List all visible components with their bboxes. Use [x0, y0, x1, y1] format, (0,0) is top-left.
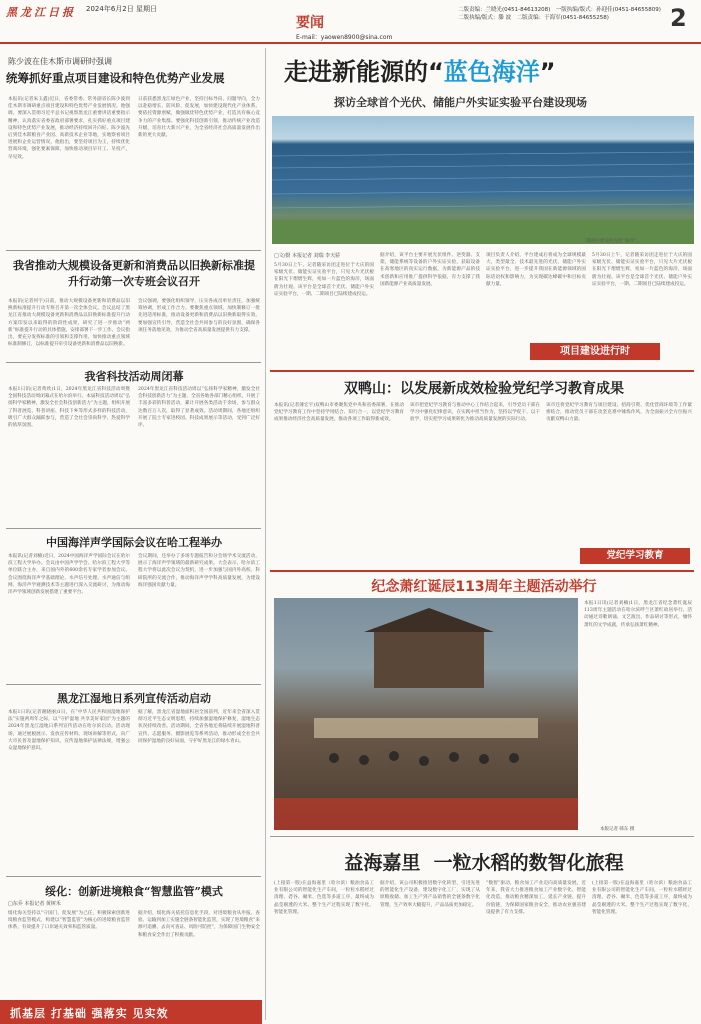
divider: [270, 570, 694, 572]
article-body: 本报讯(记者朱玉鑫)近日，省委常委、常务副省长陈少波到佳木斯市调研重点项目建设和特色优势产业发展情况。他强调，要深入贯彻习近平总书记视察黑龙江重要讲话重要指示精神，认真落实省委省政府部署要求，扎实抓好重点项目建设和特色优势产业发展，推动经济持续回升向好。陈少波先后到佳木斯粮食产业园、高新技术企业等地，实地察看项目进展和企业运营情况。他指出，要坚持项目为王，持续优化营商环境，强化要素保障，加快推动项目早开工、早投产、早见效。: [8, 97, 130, 160]
column-divider: [265, 48, 266, 1020]
article-body: 据了解，黑龙江省湿地面积居全国前列，近年来全省深入贯彻习近平生态文明思想，持续加强湿地保护修复，湿地生态状况持续改善。活动期间，全省各地还将陆续开展湿地科普宣传、志愿服务、摄影展览等系列活动，推动形成全社会共同保护湿地的良好局面，守护好黑龙江的绿水青山。: [138, 710, 260, 744]
article-body: 本报1日讯(记者黄欣)1日，2024年黑龙江省科技活动周暨全国科技活动周闭幕式在哈尔滨举行。本届科技活动周以“弘扬科学家精神，激发全社会科技创新活力”为主题，组织开展了科普展览、科普讲座、科技下乡等形式多样的科技活动，吸引广大群众踊跃参与，营造了全社会崇尚科学、热爱科学的浓厚氛围。: [8, 387, 130, 429]
article-body: 项目负责人介绍，平台建成后将成为全球规模最大、类型最全、技术最先进的光伏、储能户外实证实验平台，进一步提升我国在新能源领域的国际话语权和影响力，为实现碳达峰碳中和目标贡献力量。: [486, 253, 586, 287]
section-tag-discipline: 党纪学习教育: [580, 548, 690, 564]
section-tag-project: 项目建设进行时: [530, 343, 660, 360]
hero-byline: □文/摄 本报记者 刘瑞 李天骄: [274, 253, 341, 259]
article-body: 本报1日讯(记者谢晓丽)1日，在“中华人民共和国湿地保护法”实施两周年之际，以“守护湿地 共享美好家园”为主题的2024年黑龙江湿地日系列宣传活动在哈尔滨启动。活动现场，通过展板展示、发放宣传材料、现场讲解等形式，向广大市民普及湿地保护知识，宣传湿地保护法律法规，增强公众湿地保护意识。: [8, 710, 130, 752]
article-headline: 纪念萧红诞辰113周年主题活动举行: [371, 579, 597, 595]
divider: [6, 876, 261, 877]
article-body: 2024年黑龙江省科技活动周以“弘扬科学家精神，激发全社会科技创新活力”为主题，全省各地各部门精心组织，开展了丰富多彩的科普活动，累计开展各类活动千余场，参与群众达数百万人次，取得了显著成效。活动周期间，各地还组织开展了院士专家进校园、科技成果展示等活动，受到广泛好评。: [138, 387, 260, 429]
commemoration-photo: [274, 598, 578, 830]
hero-headline-pre: 走进新能源的“: [284, 58, 444, 86]
article-body: 本报讯(记者薄宏宇)双鸭山市委聚焦党中央和省委部署，在推动党纪学习教育工作中坚持学用结合、知行合一，以党纪学习教育成果推动经济社会高质量发展，推动各项工作取得新成效。: [274, 403, 404, 423]
article-body: 会议期间，还举办了多场专题报告和分会场学术交流活动，展示了海洋声学领域的最新研究成果。大会表示，哈尔滨工程大学将以此次会议为契机，进一步加强与国内外高校、科研院所的交流合作，推动海洋声学学科高质量发展，为建设海洋强国贡献力量。: [138, 554, 260, 588]
hero-photo: [272, 116, 694, 244]
divider: [270, 370, 694, 372]
ceremony-scene-illustration: [274, 598, 578, 830]
divider: [6, 362, 261, 363]
article-headline: 统筹抓好重点项目建设和特色优势产业发展: [6, 71, 225, 85]
solar-panels-illustration: [272, 116, 694, 244]
article-body: (上接第一版)在益海嘉里（哈尔滨）粮油食品工业有限公司的智能化生产车间，一粒粒水稻经过清理、砻谷、碾米、色选等多道工序，最终成为晶莹剔透的大米。整个生产过程实现了数字化、智能化管理。: [274, 881, 374, 915]
issue-date: 2024年6月2日 星期日: [86, 5, 157, 13]
article-body: 本报讯(记者刘楠)近日，2024中国海洋声学国际会议在哈尔滨工程大学举办。会议由中国声学学会、哈尔滨工程大学等单位联合主办，来自国内外的600余名专家学者参加会议。会议围绕海洋声学基础理论、水声信号处理、水声通信与组网、海洋声学观测技术等主题进行深入交流研讨，为推动海洋声学领域创新发展搭建了重要平台。: [8, 554, 130, 596]
article-body: 5月30日上午，记者随采访团走进位于大庆的国家级光伏、储能实证实验平台，只见大片光伏板在阳光下熠熠生辉，宛如一片蓝色的海洋，场面蔚为壮观。该平台是全球首个光伏、储能户外实证实验平台，一期、二期项目已陆续建成投运。: [592, 253, 692, 287]
editor-info: 二版责编：兰晓光(0451-84613208) 一版执编/版式：孙迎佳(0451-84655809) 二版执编/版式：滕 波 二版责编：于海军(0451-84655258): [458, 7, 667, 21]
divider: [270, 836, 694, 837]
newspaper-title: 黑龙江日报: [6, 6, 76, 19]
article-headline: 黑龙江湿地日系列宣传活动启动: [57, 692, 211, 705]
photo-credit: 本版记者 韩东 摄: [600, 827, 635, 832]
article-body: 绥化海关坚持以“守国门、促发展”为己任，积极探索创新进境粮食监管模式，构建以“智慧监管”为核心的进境粮食监管体系，有效提升了口岸通关效率和监管质量。: [8, 911, 130, 931]
article-body: “数智”驱动，粮食加工产业迈向高质量发展。近年来，我省大力推进粮食加工产业数字化、智能化改造，推动粮食精深加工，延长产业链、提升价值链，为保障国家粮食安全、推动农业强省建设提供了有力支撑。: [486, 881, 586, 915]
hero-headline-post: ”: [539, 58, 556, 86]
page-number: 2: [670, 4, 687, 32]
hero-headline: [284, 52, 684, 87]
article-body: 本报讯(记者何宇)日前，推动大规模设备更新和消费品以旧换新标准提升行动专班召开第一次全体会议。会议总结了黑龙江省推动大规模设备更新和消费品以旧换新标准提升行动方案印发以来取得的阶段性成果，研究了进一步推动“两新”标准提升行动的具体措施，安排部署下一步工作。会议指出，要充分发挥标准的引领和支撑作用，加快推动重点领域标准制修订，以标准提升牵引设备更新和消费品以旧换新。: [8, 299, 130, 348]
article-headline: 双鸭山：以发展新成效检验党纪学习教育成果: [344, 381, 624, 397]
article-body: 该市把党纪学习教育与推动中心工作结合起来，引导党员干部在学习中强化纪律意识，在实践中担当作为，坚持以学促干、以干验学，切实把学习成果转化为推动高质量发展的实际行动。: [410, 403, 540, 423]
masthead: [0, 0, 701, 40]
masthead-divider: [0, 42, 701, 44]
article-body: (上接第一版)在益海嘉里（哈尔滨）粮油食品工业有限公司的智能化生产车间，一粒粒水稻经过清理、砻谷、碾米、色选等多道工序，最终成为晶莹剔透的大米。整个生产过程实现了数字化、智能化管理。: [592, 881, 692, 915]
article-body: 据介绍，绥化海关依托信息化手段，对进境粮食从申报、查验、运输到加工实施全链条智能化监管，实现了进境粮食“来源可追溯、去向可查证、风险可防控”，为保障国门生物安全和粮食安全作出了积极贡献。: [138, 911, 260, 938]
article-body: 日前获悉黑龙江绿色产业，坚持目标导向、问题导向，全力以赴稳增长、防风险、促发展，加快建设现代化产业体系。要依托资源禀赋，做强做优特色优势产业，打造具有核心竞争力的产业集群。要强化科技创新引领，推动传统产业改造升级，培育壮大新兴产业，为全省经济社会高质量发展作出新的更大贡献。: [138, 97, 260, 139]
article-body: 该市还将党纪学习教育与项目建设、招商引资、优化营商环境等工作紧密结合，推动党员干部在攻坚克难中锤炼作风，为全面振兴全方位振兴贡献双鸭山力量。: [546, 403, 692, 423]
divider: [6, 250, 261, 251]
divider: [6, 528, 261, 529]
article-headline: 中国海洋声学国际会议在哈工程举办: [46, 536, 222, 549]
slogan-banner: [0, 1000, 262, 1024]
hero-photo-caption: 二期项目建设的光伏“海洋”。: [582, 239, 641, 244]
article-headline: 益海嘉里 一粒水稻的数智化旅程: [344, 852, 624, 874]
article-byline: □东乔 本报记者 黄树禾: [8, 901, 61, 907]
section-email: E-mail：yaowen8900@sina.com: [296, 34, 393, 41]
hero-subhead: 探访全球首个光伏、储能户外实证实验平台建设现场: [334, 96, 587, 109]
article-body: 本报1日讯(记者刘楠)1日，黑龙江省纪念萧红诞辰113周年主题活动在哈尔滨呼兰区萧红故居举行。活动通过诗歌朗诵、文艺演出、作品研讨等形式，缅怀萧红的文学成就，传承弘扬萧红精神。: [584, 601, 692, 628]
slogan-text: 抓基层 打基础 强落实 见实效: [10, 1007, 169, 1020]
hero-headline-highlight: 蓝色海洋: [443, 58, 540, 86]
article-headline: 我省科技活动周闭幕: [84, 370, 184, 383]
article-headline: 我省推动大规模设备更新和消费品以旧换新标准提升行动第一次专班会议召开: [13, 259, 255, 288]
article-body: 会议强调，要强化组织领导，压实各成员单位责任，加强统筹协调，形成工作合力。要聚焦重点领域，加快制修订一批先进适用标准，推动设备更新和消费品以旧换新取得实效。要加强宣传引导，营造全社会共同参与的良好氛围，确保各项任务落地见效，为推动全省高质量发展提供有力支撑。: [138, 299, 260, 333]
article-body: 据介绍，该公司积极推进数字化转型，引进先进的智能化生产设备，建设数字化工厂，实现了从原粮收储、加工生产到产品销售的全链条数字化管理，生产效率大幅提升，产品品质更加稳定。: [380, 881, 480, 908]
article-body: 5月30日上午，记者随采访团走进位于大庆的国家级光伏、储能实证实验平台，只见大片光伏板在阳光下熠熠生辉，宛如一片蓝色的海洋，场面蔚为壮观。该平台是全球首个光伏、储能户外实证实验平台，一期、二期项目已陆续建成投运。: [274, 263, 374, 297]
article-kicker: 陈少波在佳木斯市调研时强调: [8, 57, 112, 66]
section-title: 要闻: [296, 15, 324, 31]
article-body: 据介绍，该平台主要开展光伏组件、逆变器、支架、储能系统等设备的户外实证实验，获取设备在高寒地区的真实运行数据，为新能源产品的技术创新和应用推广提供科学依据，有力支撑了我国新能源产业高质量发展。: [380, 253, 480, 287]
article-headline: 绥化：创新进境粮食“智慧监管”模式: [45, 885, 223, 898]
divider: [6, 684, 261, 685]
